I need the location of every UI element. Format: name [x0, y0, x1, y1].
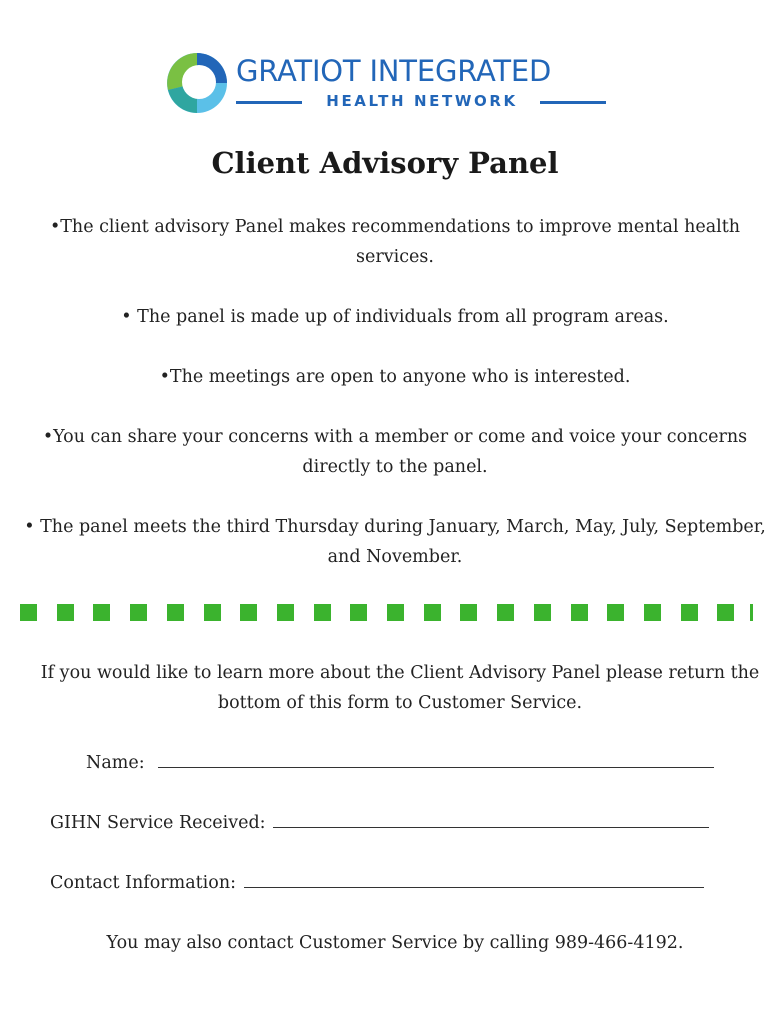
bullet-item: •The meetings are open to anyone who is interested.: [159, 367, 631, 387]
divider-square: [644, 604, 661, 621]
contact-field-row: [50, 868, 704, 898]
contact-blank-line[interactable]: [244, 871, 704, 888]
name-field-row: [86, 748, 714, 778]
divider-square: [571, 604, 588, 621]
bullet-item: •The client advisory Panel makes recommendations to improve mental health services.: [49, 217, 741, 267]
divider-square: [681, 604, 698, 621]
divider-square: [277, 604, 294, 621]
divider-square: [460, 604, 477, 621]
name-blank-line[interactable]: [158, 751, 714, 768]
contact-note: You may also contact Customer Service by calling 989-466-4192.: [106, 933, 684, 953]
logo-subtitle-row: [236, 92, 606, 110]
divider-square: [167, 604, 184, 621]
divider-square: [130, 604, 147, 621]
bullet-item: • The panel meets the third Thursday during January, March, May, July, September, and November.: [24, 517, 766, 567]
dashed-divider: [20, 604, 753, 620]
bullet-list: [20, 212, 770, 602]
name-label: Name:: [86, 753, 145, 773]
bullet-item: • The panel is made up of individuals from all program areas.: [121, 307, 669, 327]
divider-square: [534, 604, 551, 621]
gihn-logo-mark-icon: [166, 52, 228, 114]
divider-square: [57, 604, 74, 621]
contact-label: Contact Information:: [50, 873, 236, 893]
logo-subtitle: HEALTH NETWORK: [326, 92, 518, 110]
logo-line-right: [540, 101, 606, 104]
divider-square: [607, 604, 624, 621]
info-text: If you would like to learn more about the Client Advisory Panel please return the bottom of this form to Customer Service.: [40, 663, 760, 713]
divider-square: [314, 604, 331, 621]
service-field-row: [50, 808, 709, 838]
divider-end: [750, 604, 753, 621]
divider-square: [350, 604, 367, 621]
divider-square: [204, 604, 221, 621]
logo-line-left: [236, 101, 302, 104]
bullet-item: •You can share your concerns with a member or come and voice your concerns directly to the panel.: [42, 427, 748, 477]
logo-title: GRATIOT INTEGRATED: [236, 54, 552, 88]
gihn-logo: [166, 52, 606, 116]
page-title: Client Advisory Panel: [211, 146, 559, 180]
divider-square: [717, 604, 734, 621]
divider-square: [240, 604, 257, 621]
divider-square: [497, 604, 514, 621]
divider-square: [424, 604, 441, 621]
divider-square: [93, 604, 110, 621]
service-label: GIHN Service Received:: [50, 813, 266, 833]
divider-square: [387, 604, 404, 621]
divider-square: [20, 604, 37, 621]
service-blank-line[interactable]: [273, 811, 709, 828]
